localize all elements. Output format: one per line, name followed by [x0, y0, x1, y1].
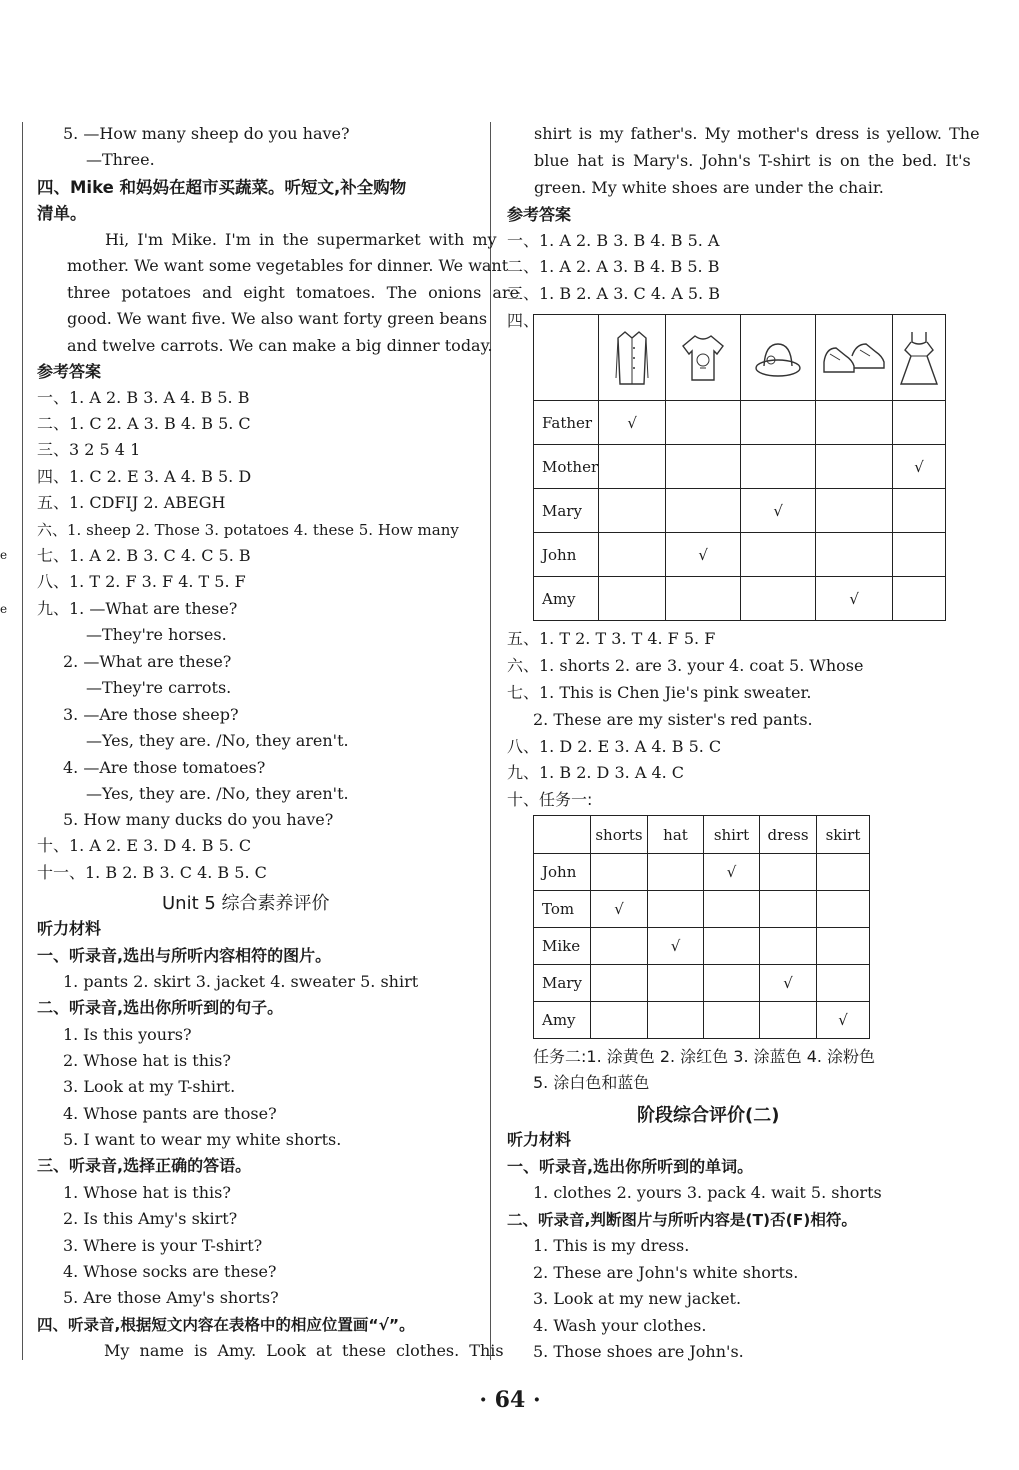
- table-row: [534, 854, 870, 891]
- answer-line: 八、1. T 2. F 3. F 4. T 5. F: [37, 572, 246, 591]
- dress-icon: [893, 315, 946, 401]
- column-header: hat: [648, 816, 704, 854]
- table-cell: [648, 965, 704, 1002]
- check-mark: √: [591, 891, 648, 928]
- table-cell: [591, 965, 648, 1002]
- table-cell: [591, 1002, 648, 1039]
- table-cell: [648, 891, 704, 928]
- text-line: 5. Are those Amy's shorts?: [63, 1288, 279, 1307]
- check-mark: √: [760, 965, 817, 1002]
- check-mark: √: [599, 401, 666, 445]
- table-header-row: [534, 816, 870, 854]
- passage-line: and twelve carrots. We can make a big dinner today.: [67, 336, 493, 355]
- answer-line: —They're carrots.: [86, 678, 232, 697]
- table-cell: [760, 891, 817, 928]
- passage-line: three potatoes and eight tomatoes. The onions are: [67, 283, 520, 302]
- answer-line: —Yes, they are. /No, they aren't.: [86, 731, 349, 750]
- table-cell: [591, 928, 648, 965]
- table-cell: [760, 928, 817, 965]
- section-heading: 一、听录音,选出你所听到的单词。: [507, 1157, 754, 1176]
- table-cell: [893, 489, 946, 533]
- text-line: 1. clothes 2. yours 3. pack 4. wait 5. shorts: [533, 1183, 882, 1202]
- section-heading: 三、听录音,选择正确的答语。: [37, 1156, 252, 1175]
- row-label: Tom: [534, 891, 591, 928]
- table-cell: [816, 401, 893, 445]
- table-cell: [741, 401, 816, 445]
- row-label: John: [534, 854, 591, 891]
- table-cell: [704, 891, 760, 928]
- answer-heading: 参考答案: [507, 205, 572, 224]
- row-label: Amy: [534, 577, 599, 621]
- table-row: [534, 965, 870, 1002]
- text-line: 4. Whose socks are these?: [63, 1262, 277, 1281]
- table-cell: [666, 489, 741, 533]
- answer-line: 七、1. A 2. B 3. C 4. C 5. B: [37, 546, 251, 565]
- answer-line: 六、1. shorts 2. are 3. your 4. coat 5. Whose: [507, 656, 864, 675]
- answer-line: 二、1. C 2. A 3. B 4. B 5. C: [37, 414, 251, 433]
- table-row: [534, 401, 946, 445]
- passage-line: mother. We want some vegetables for dinner. We want: [67, 256, 509, 275]
- answer-line: 七、1. This is Chen Jie's pink sweater.: [507, 683, 812, 702]
- text-line: 1. Is this yours?: [63, 1025, 192, 1044]
- table-cell: [893, 533, 946, 577]
- section-heading: 四、听录音,根据短文内容在表格中的相应位置画“√”。: [37, 1316, 415, 1334]
- text-line: 5. —How many sheep do you have?: [63, 124, 350, 143]
- table-cell: [648, 854, 704, 891]
- stage-title: 阶段综合评价(二): [637, 1105, 780, 1126]
- row-label: Mike: [534, 928, 591, 965]
- table-row: [534, 489, 946, 533]
- table-cell: [599, 533, 666, 577]
- answer-line: 3. —Are those sheep?: [63, 705, 239, 724]
- answer-line: 5. How many ducks do you have?: [63, 810, 334, 829]
- table-cell: [666, 445, 741, 489]
- row-label: Father: [534, 401, 599, 445]
- check-mark: √: [816, 577, 893, 621]
- answer-line: 四、1. C 2. E 3. A 4. B 5. D: [37, 467, 252, 486]
- column-header: dress: [760, 816, 817, 854]
- section-heading: 一、听录音,选出与所听内容相符的图片。: [37, 946, 332, 965]
- table-cell: [534, 315, 599, 401]
- check-mark: √: [704, 854, 760, 891]
- table-cell: [591, 854, 648, 891]
- text-line: 4. Whose pants are those?: [63, 1104, 277, 1123]
- column-divider: [490, 122, 491, 1360]
- section-heading: 四、Mike 和妈妈在超市买蔬菜。听短文,补全购物: [37, 178, 407, 197]
- passage-line: good. We want five. We also want forty green beans: [67, 309, 488, 328]
- table-cell: [704, 928, 760, 965]
- table-cell: [817, 854, 870, 891]
- text-line: 1. Whose hat is this?: [63, 1183, 231, 1202]
- answer-line: 一、1. A 2. B 3. B 4. B 5. A: [507, 231, 720, 250]
- table-cell: [741, 577, 816, 621]
- table-cell: [816, 533, 893, 577]
- answer-line: 五、1. CDFIJ 2. ABEGH: [37, 493, 226, 512]
- table-cell: [760, 854, 817, 891]
- answer-line: 九、1. —What are these?: [37, 599, 238, 618]
- text-line: 2. Is this Amy's skirt?: [63, 1209, 238, 1228]
- table-row: [534, 1002, 870, 1039]
- clothes-check-table: [533, 815, 870, 1039]
- table-cell: [704, 1002, 760, 1039]
- answer-line: 5. 涂白色和蓝色: [533, 1073, 650, 1092]
- text-line: 2. These are John's white shorts.: [533, 1263, 799, 1282]
- answer-line: 四、: [507, 311, 540, 330]
- answer-line: 三、3 2 5 4 1: [37, 440, 141, 459]
- table-row: [534, 577, 946, 621]
- table-cell: [599, 577, 666, 621]
- text-line: 3. Where is your T-shirt?: [63, 1236, 263, 1255]
- text-line: 4. Wash your clothes.: [533, 1316, 707, 1335]
- passage-line: Hi, I'm Mike. I'm in the supermarket with my: [105, 230, 497, 249]
- text-line: 1. This is my dress.: [533, 1236, 690, 1255]
- table-cell: [599, 489, 666, 533]
- table-cell: [893, 577, 946, 621]
- passage-line: My name is Amy. Look at these clothes. This: [104, 1341, 504, 1360]
- table-row: [534, 445, 946, 489]
- table-cell: [666, 577, 741, 621]
- table-cell: [816, 489, 893, 533]
- tshirt-icon: [666, 315, 741, 401]
- row-label: Mother: [534, 445, 599, 489]
- row-label: Amy: [534, 1002, 591, 1039]
- row-label: Mary: [534, 965, 591, 1002]
- section-heading: 二、听录音,判断图片与所听内容是(T)否(F)相符。: [507, 1211, 857, 1229]
- table-cell: [741, 445, 816, 489]
- answer-line: 一、1. A 2. B 3. A 4. B 5. B: [37, 388, 250, 407]
- table-cell: [599, 445, 666, 489]
- text-line: 5. I want to wear my white shorts.: [63, 1130, 342, 1149]
- answer-line: 八、1. D 2. E 3. A 4. B 5. C: [507, 737, 722, 756]
- column-header: skirt: [817, 816, 870, 854]
- text-line: 2. Whose hat is this?: [63, 1051, 231, 1070]
- table-cell: [893, 401, 946, 445]
- answer-line: 任务二:1. 涂黄色 2. 涂红色 3. 涂蓝色 4. 涂粉色: [533, 1047, 876, 1066]
- answer-line: 五、1. T 2. T 3. T 4. F 5. F: [507, 629, 716, 648]
- clothes-owner-table: [533, 314, 946, 621]
- table-cell: [816, 445, 893, 489]
- answer-heading: 参考答案: [37, 362, 102, 381]
- section-heading: 二、听录音,选出你所听到的句子。: [37, 998, 284, 1017]
- text-line: 3. Look at my new jacket.: [533, 1289, 742, 1308]
- column-header: shirt: [704, 816, 760, 854]
- hat-icon: [741, 315, 816, 401]
- check-mark: √: [817, 1002, 870, 1039]
- text-line: —Three.: [86, 150, 155, 169]
- table-cell: [666, 401, 741, 445]
- text-line: 3. Look at my T-shirt.: [63, 1077, 236, 1096]
- answer-line: 2. —What are these?: [63, 652, 232, 671]
- row-label: Mary: [534, 489, 599, 533]
- section-heading: 听力材料: [37, 919, 102, 938]
- answer-line: —Yes, they are. /No, they aren't.: [86, 784, 349, 803]
- shirt-icon: [599, 315, 666, 401]
- text-line: 5. Those shoes are John's.: [533, 1342, 744, 1361]
- left-margin-rule: [22, 122, 23, 1360]
- answer-line: —They're horses.: [86, 625, 227, 644]
- check-mark: √: [666, 533, 741, 577]
- table-cell: [760, 1002, 817, 1039]
- answer-line: 六、1. sheep 2. Those 3. potatoes 4. these 5. How many: [37, 521, 459, 539]
- table-row: [534, 891, 870, 928]
- table-cell: [741, 533, 816, 577]
- table-cell: [817, 891, 870, 928]
- table-row: [534, 533, 946, 577]
- edge-mark: e: [0, 602, 8, 616]
- edge-mark: e: [0, 548, 8, 562]
- answer-line: 4. —Are those tomatoes?: [63, 758, 266, 777]
- table-row: [534, 315, 946, 401]
- unit-title: Unit 5 综合素养评价: [162, 893, 330, 914]
- check-mark: √: [741, 489, 816, 533]
- answer-line: 十、任务一:: [507, 790, 593, 809]
- passage-line: green. My white shoes are under the chair.: [534, 178, 884, 197]
- answer-line: 十一、1. B 2. B 3. C 4. B 5. C: [37, 863, 267, 882]
- check-mark: √: [893, 445, 946, 489]
- table-cell: [534, 816, 591, 854]
- check-mark: √: [648, 928, 704, 965]
- passage-line: blue hat is Mary's. John's T-shirt is on the bed. It's: [534, 151, 971, 170]
- section-heading: 清单。: [37, 204, 87, 223]
- answer-line: 2. These are my sister's red pants.: [533, 710, 813, 729]
- answer-line: 三、1. B 2. A 3. C 4. A 5. B: [507, 284, 720, 303]
- answer-line: 十、1. A 2. E 3. D 4. B 5. C: [37, 836, 252, 855]
- table-cell: [704, 965, 760, 1002]
- table-cell: [817, 928, 870, 965]
- answer-line: 九、1. B 2. D 3. A 4. C: [507, 763, 685, 782]
- table-row: [534, 928, 870, 965]
- answer-line: 二、1. A 2. A 3. B 4. B 5. B: [507, 257, 720, 276]
- table-cell: [817, 965, 870, 1002]
- text-line: 1. pants 2. skirt 3. jacket 4. sweater 5. shirt: [63, 972, 419, 991]
- column-header: shorts: [591, 816, 648, 854]
- passage-line: shirt is my father's. My mother's dress is yellow. The: [534, 124, 980, 143]
- table-cell: [648, 1002, 704, 1039]
- row-label: John: [534, 533, 599, 577]
- shoes-icon: [816, 315, 893, 401]
- page-number: · 64 ·: [479, 1387, 541, 1413]
- section-heading: 听力材料: [507, 1130, 572, 1149]
